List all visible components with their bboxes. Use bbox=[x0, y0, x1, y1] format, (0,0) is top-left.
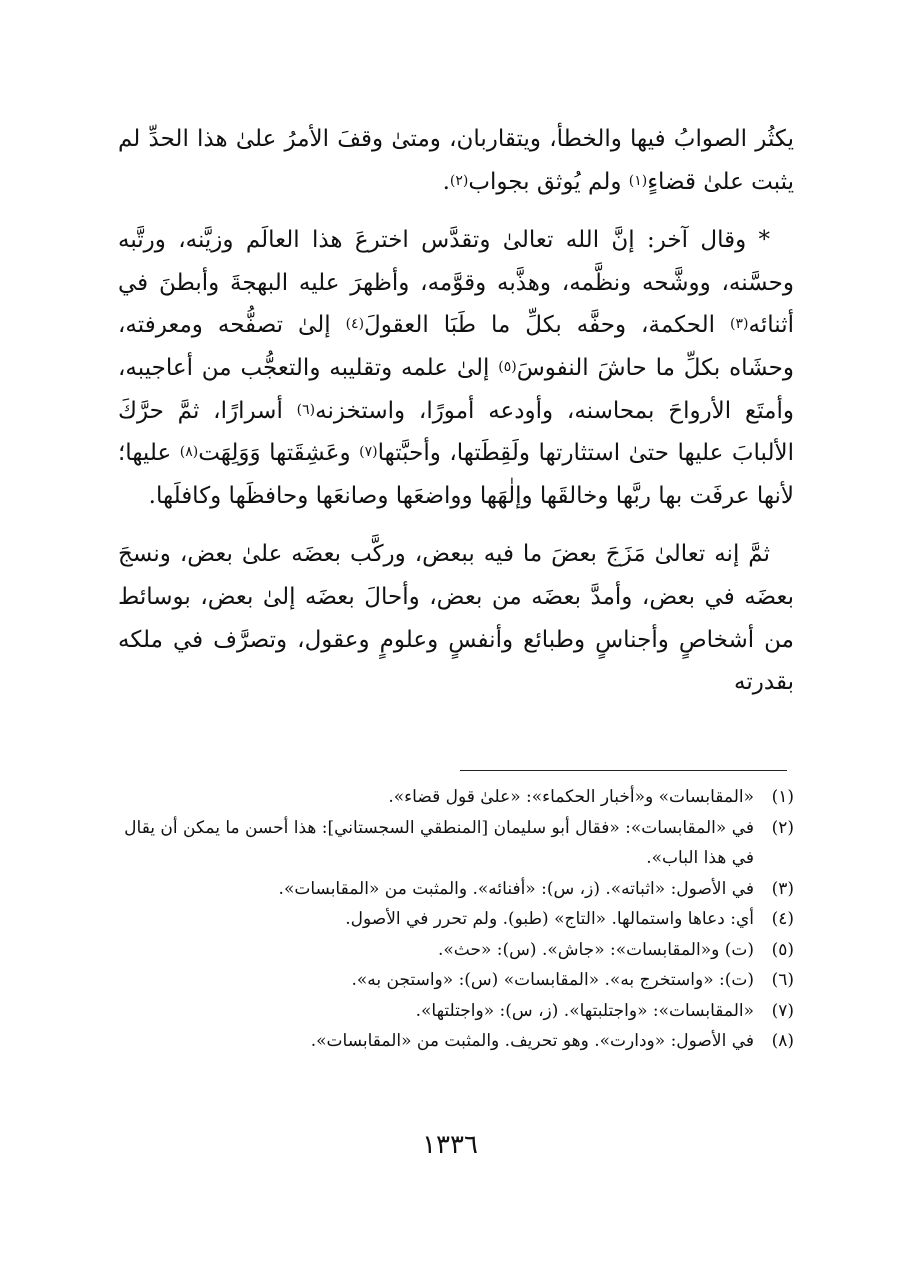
page-number: ١٣٣٦ bbox=[422, 1130, 478, 1160]
footnote-text: في الأصول: «ودارت». وهو تحريف. والمثبت من «المقابسات». bbox=[310, 1031, 754, 1051]
footnote-item bbox=[118, 935, 794, 966]
footnote-item bbox=[118, 965, 794, 996]
footnote-number: (١) bbox=[771, 787, 794, 807]
footnote-item bbox=[118, 782, 794, 813]
footnote-text: «المقابسات» و«أخبار الحكماء»: «علىٰ قول قضاء». bbox=[388, 787, 754, 807]
footnote-ref: (٥) bbox=[498, 358, 517, 375]
text-run: أسرارًا، ثمَّ حرَّكَ الألبابَ عليها حتىٰ استثارتها ولَقِطَتها، وأحبَّتها bbox=[118, 397, 794, 467]
text-run: وعَشِقَتها وَوَلِهَت bbox=[198, 440, 360, 467]
paragraph bbox=[118, 118, 794, 203]
text-run: * وقال آخر: إنَّ الله تعالىٰ وتقدَّس اخترعَ هذا العالَم وزيَّنه، ورتَّبه وحسَّنه، ووشَّحه ونظَّمه، وهذَّبه وقوَّمه، وأظهرَ عليه البهجةَ وأبطنَ في أثنائه bbox=[118, 227, 794, 339]
footnote-text: «المقابسات»: «واجتلبتها». (ز، س): «واجتلتها». bbox=[415, 1000, 754, 1021]
footnote-number: (٤) bbox=[771, 909, 794, 929]
text-run: ثمَّ إنه تعالىٰ مَزَجَ بعضَ ما فيه ببعض، وركَّب بعضَه علىٰ بعض، ونسجَ بعضَه في بعض، وأمدَّ بعضَه من بعض، وأحالَ بعضَه إلىٰ بعض، بوسائط من أشخاصٍ وأجناسٍ وطبائع وأنفسٍ وعلومٍ وعقول، وتصرَّف في ملكه بقدرته bbox=[118, 541, 794, 696]
footnote-item bbox=[118, 904, 794, 935]
footnote-text: في الأصول: «اثباته». (ز، س): «أفنائه». والمثبت من «المقابسات». bbox=[278, 878, 754, 899]
paragraph bbox=[118, 533, 794, 703]
footnote-text: (ت): «واستخرج به». «المقابسات» (س): «واستجن به». bbox=[351, 970, 754, 990]
text-run: ولم يُوثق بجواب bbox=[468, 168, 629, 195]
footnote-text: في «المقابسات»: «فقال أبو سليمان [المنطقي السجستاني]: هذا أحسن ما يمكن أن يقال في هذا الباب». bbox=[124, 817, 754, 868]
footnote-number: (٧) bbox=[771, 1000, 794, 1021]
main-text bbox=[118, 118, 794, 720]
text-run: إلىٰ علمه وتقليبه والتعجُّب من أعاجيبه، وأمتَع الأرواحَ بمحاسنه، وأودعه أمورًا، واستخزنه bbox=[118, 354, 794, 424]
footnote-ref: (٨) bbox=[179, 444, 199, 461]
footnotes bbox=[118, 782, 794, 1057]
footnote-text: أي: دعاها واستمالها. «التاج» (طبو). ولم تحرر في الأصول. bbox=[345, 909, 754, 929]
footnote-number: (٢) bbox=[771, 817, 794, 838]
text-run: الحكمة، وحفَّه بكلِّ ما طَبَا العقولَ bbox=[364, 312, 731, 339]
footnote-number: (٥) bbox=[771, 939, 794, 960]
footnote-ref: (٤) bbox=[345, 316, 365, 333]
footnote-ref: (٣) bbox=[730, 316, 749, 333]
footnote-item bbox=[118, 874, 794, 905]
footnote-item bbox=[118, 813, 794, 874]
footnote-ref: (٢) bbox=[449, 172, 469, 189]
footnote-number: (٨) bbox=[771, 1031, 794, 1051]
footnote-item bbox=[118, 1026, 794, 1057]
text-run: . bbox=[442, 168, 450, 195]
paragraph bbox=[118, 219, 794, 517]
text-run: إلىٰ تصفُّحه ومعرفته، وحشَاه بكلِّ ما حاشَ النفوسَ bbox=[118, 312, 794, 381]
footnote-item bbox=[118, 996, 794, 1027]
text-run: عليها؛ لأنها عرفَت بها ربَّها وخالقَها وإلٰهَها وواضعَها وصانعَها وحافظَها وكافلَها. bbox=[118, 440, 794, 509]
footnote-text: (ت) و«المقابسات»: «جاش». (س): «حث». bbox=[437, 939, 754, 960]
footnote-separator bbox=[460, 770, 787, 771]
text-run: يكثُر الصوابُ فيها والخطأ، ويتقاربان، ومتىٰ وقفَ الأمرُ علىٰ هذا الحدِّ لم يثبت علىٰ قضاءٍ bbox=[118, 126, 794, 195]
footnote-number: (٦) bbox=[771, 970, 794, 990]
footnote-ref: (٦) bbox=[296, 401, 316, 418]
footnote-ref: (١) bbox=[628, 172, 648, 189]
footnote-number: (٣) bbox=[771, 878, 794, 899]
footnote-ref: (٧) bbox=[359, 444, 378, 461]
